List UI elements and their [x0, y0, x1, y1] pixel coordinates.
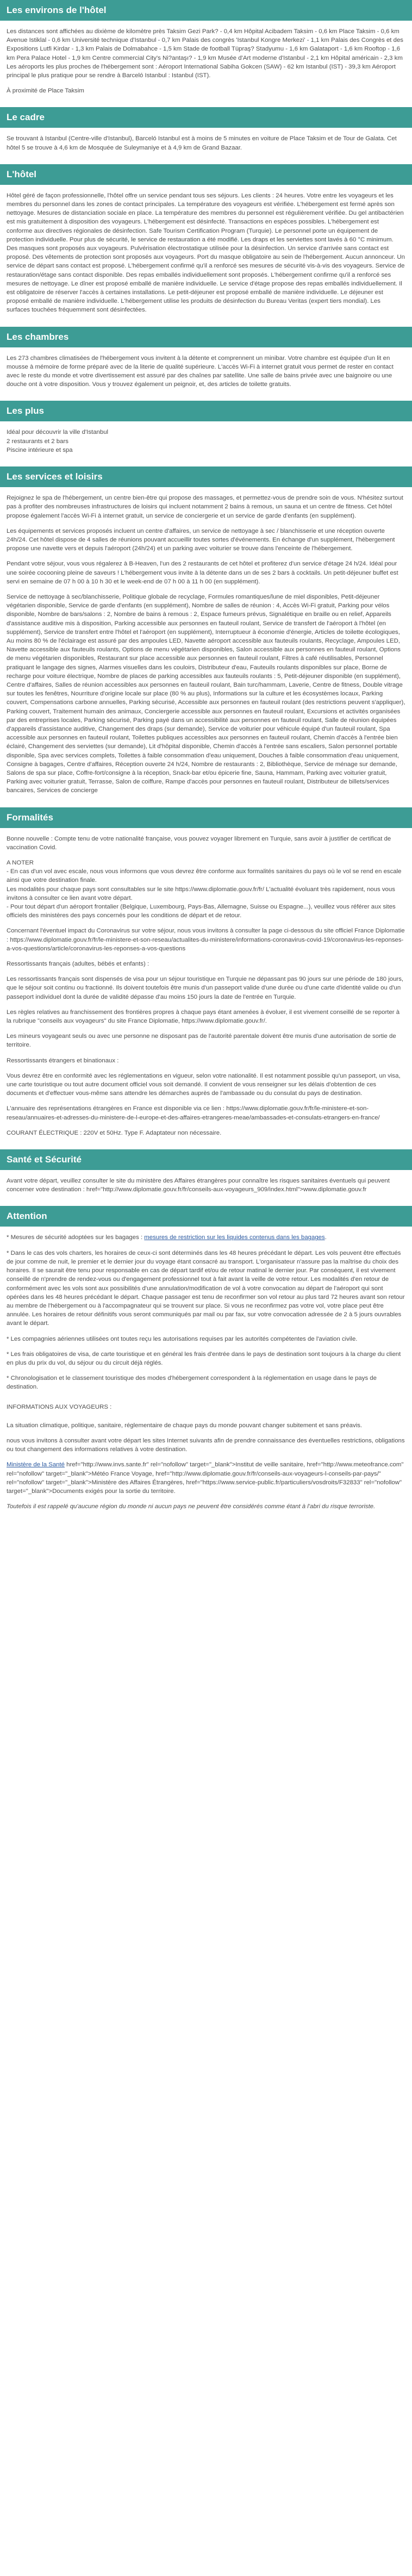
paragraph: Hôtel géré de façon professionnelle, l'hôtel offre un service pendant tous ses séjours. Les clients : 24 heures. Votre entre les voyageurs et les membres du personnel dans les zones de contact principales. La température des voyageurs est vérifiée. L'hébergement est fermé après son nettoyage. Mesures de distanciation sociale en place. La température des membres du personnel est régulièrement vérifiée. Du gel antibactérien est mis gratuitement à disposition des voyageurs. L'hébergement est désinfecté. Transactions en espèces possibles. L'hébergement est conforme aux directives régionales de désinfection. Safe Tourism Certification Program (Turquie). Le personnel porte un équipement de protection individuelle. Pour plus de sécurité, le service de restauration a été modifié. Les draps et les serviettes sont lavés à 60 °C minimum. Des masques sont proposés aux voyageurs. Pulvérisation électrostatique utilisée pour la désinfection. Un service d'arrivée sans contact est proposé. Des vêtements de protection sont proposés aux voyageurs. Port du masque obligatoire au sein de l'hébergement. Aucun annonceur. Un service de départ sans contact est proposé. L'hébergement confirmé qu'il a renforcé ses mesures de sécurité vis-à-vis des voyageurs. Service de restauration/étage sans contact disponible. Des repas emballés individuellement sont proposés. L'hébergement confirme qu'il a renforcé ses mesures de nettoyage. Le dîner est proposé emballé de manière individuelle. Le service d'étage propose des repas emballés individuellement. Il est obligatoire de réserver l'accès à certaines installations. Le petit-déjeuner est proposé emballé de manière individuelle. Le déjeuner est proposé emballé de manière individuelle. L'hébergement utilise les produits de désinfection du Bureau Veritas (expert tiers mondial). Les surfaces touchées fréquemment sont désinfectées. — [7, 192, 405, 314]
links-text: href="http://www.invs.sante.fr" rel="nofollow" target="_blank">Institut de veille sanitaire, href="http://www.meteofrance.com" rel="nofollow" target="_blank">Météo France Voyage, href="http://www.diplomatie.gouv.fr/fr/conseils-aux-voyageurs-l-conseils-par-pays/" rel="nofollow" target="_blank">Ministère des Affaires Étrangères, href="https://www.service-public.fr/particuliers/vosdroits/F32833" rel="nofollow" target="_blank">Documents exigés pour la sortie du territoire. — [7, 1461, 404, 1495]
paragraph: Les distances sont affichées au dixième de kilomètre près Taksim Gezi Park? - 0,4 km Hôpital Acibadem Taksim - 0,6 km Place Taksim - 0,6 km Avenue Istiklal - 0,6 km Université technique d'Istanbul - 0,7 km Palais des congrès 'Istanbul Kongre Merkezi' - 1,1 km Palais des Congrès et des Expositions Lutfi Kirdar - 1,3 km Palais de Dolmabahce - 1,5 km Stade de football Tüpraş? Stadyumu - 1,6 km Galataport - 1,6 km Rooftop - 1,6 km Pera Palace Hotel - 1,9 km Centre commercial City's Ni?antaşı? - 1,9 km Musée d'Art moderne d'Istanbul - 2,1 km Hôpital américain - 2,3 km Les aéroports les plus proches de l'hébergement sont : Aéroport International Sabiha Gokcen (SAW) - 62 km Istanbul (IST) - 39,3 km Aéroport principal le plus pratique pour se rendre à Barceló Istanbul : Istanbul (IST). — [7, 28, 403, 79]
paragraph: Les 273 chambres climatisées de l'hébergement vous invitent à la détente et comprennent un minibar. Votre chambre est équipée d'un lit en mousse à mémoire de forme préparé avec de la literie de qualité supérieure. L'accès Wi-Fi à internet gratuit vous permet de rester en contact avec le reste du monde et votre divertissement est assuré par des chaînes par satellite. Une salle de bains privée avec une baignoire ou une douche ont à votre disposition. Vous y trouvez également un peignoir, et, des articles de toilette gratuits. — [7, 354, 394, 388]
section-services — [0, 466, 412, 795]
section-chambres — [0, 327, 412, 389]
paragraph: La situation climatique, politique, sanitaire, réglementaire de chaque pays du monde pouvant changer subitement et sans préavis. — [7, 1422, 363, 1429]
paragraph: COURANT ÉLECTRIQUE : 220V et 50Hz. Type F. Adaptateur non nécessaire. — [7, 1129, 222, 1136]
bullet-text: . — [324, 1234, 327, 1241]
section-title: Santé et Sécurité — [0, 1149, 412, 1170]
paragraph: Ressortissants étrangers et binationaux : — [7, 1057, 119, 1064]
section-plus — [0, 401, 412, 455]
ministere-sante-link[interactable]: Ministère de la Santé — [7, 1461, 65, 1469]
info-heading: INFORMATIONS AUX VOYAGEURS : — [7, 1403, 112, 1410]
paragraph: Toutefois il est rappelé qu'aucune région du monde ni aucun pays ne peuvent être considérés comme étant à l'abri du risque terroriste. — [7, 1503, 376, 1510]
bullet-item: * Dans le cas des vols charters, les horaires de ceux-ci sont déterminés dans les 48 heures précédant le départ. Les vols peuvent être effectués de jour comme de nuit, le premier et le dernier jour du voyage étant consacré au transport. L'organisateur n'assure pas la maîtrise du choix des horaires. Il se saurait être tenu pour responsable en cas de départ tardif et/ou de retour matinal le dernier jour. Par conséquent, il est vivement conseillé de n'prendre de rendez-vous ou d'engagement professionnel tout à fait avant la veille de votre retour. Les modalités d'en retour de conformément avec les vols sont aux possibilités d'une annulation/modification de vol à votre convocation au départ de l'aéroport qui sont opérées dans les 48 heures précédant le départ. Chaque passager est tenu de reconfirmer son vol retour au plus tard 72 heures avant son retour au membre de l'hébergement ou à l'accompagnateur qui se trouvent sur place. Si vous ne reconfirmez pas votre vol, votre place peut être annulée. Les horaires de retour définitifs vous seront communiqués par mail ou par fax, sur votre convocation adressée de 2 à 5 jours ouvrables avant le départ. — [7, 1249, 405, 1327]
section-hotel — [0, 164, 412, 315]
note-line: Les modalités pour chaque pays sont consultables sur le site https://www.diplomatie.gouv.fr/fr/ L'actualité évoluant très rapidement, nous vous invitons à consulter ce lien avant votre départ. — [7, 886, 395, 901]
section-attention — [0, 1206, 412, 1511]
paragraph: Ressortissants français (adultes, bébés et enfants) : — [7, 961, 149, 968]
amenities-list: Service de nettoyage à sec/blanchisserie, Politique globale de recyclage, Formules romantiques/lune de miel disponibles, Petit-déjeuner végétarien disponible, Service de garde d'enfants (en supplément), Nombre de salles de réunion : 4, Accès Wi-Fi gratuit, Parking pour vélos disponible, Nombre de bars/salons : 2, Nombre de bains à remous : 2, Espace fumeurs prévus, Signalétique en braille ou en relief, Appareils d'assistance auditive mis à disposition, Parking accessible aux personnes en fauteuil roulant, Service de transfert de l'aéroport à l'hôtel (en supplément), Service de transfert entre l'hôtel et l'aéroport (en supplément), Interruptueur à économie d'énergie, Articles de toilette écologiques, Au moins 80 % de l'éclairage est assuré par des ampoules LED, Navette aéroport accessible aux fauteuils roulants, Recyclage, Ampoules LED, Navette accessible aux fauteuils roulants, Options de menu végétarien disponibles, Salon accessible aux personnes en fauteuil roulant, Options de menu végétarien disponibles, Restaurant sur place accessible aux personnes en fauteuil roulant, Filtres à café réutilisables, Personnel pratiquant le langage des signes, Alarmes visuelles dans les couloirs, Distributeur d'eau, Fauteuils roulants disponibles sur place, Borne de recharge pour voiture électrique, Nombre de places de parking accessibles aux fauteuils roulants : 5, Petit-déjeuner disponible (en supplément), Centre d'affaires, Salles de réunion accessibles aux personnes en fauteuil roulant, Bain turc/hammam, Laverie, Centre de fitness, Double vitrage sur toutes les fenêtres, Nourriture d'origine locale sur place (80 % au plus), Informations sur la culture et les écosystèmes locaux, Parking couvert, Compensations carbone annuelles, Parking sécurisé, Accessible aux personnes en fauteuil roulant (des restrictions peuvent s'appliquer), Parking couvert, Traitement humain des animaux, Conciergerie accessible aux personnes en fauteuil roulant, Excursions et activités organisées par des entreprises locales, Parking sécurisé, Parking payé dans un accessibilité aux personnes en fauteuil roulant, Salle de réunion équipées d'appareils d'assistance auditive, Changement des draps (sur demande), Service de voiturier pour véhicule équipé d'un fauteuil roulant, Spa accessible aux personnes en fauteuil roulant, Toilettes publiques accessibles aux personnes en fauteuil roulant, Chemin d'accès à l'entrée bien éclairé, Changement des serviettes (sur demande), Lit d'hôpital disponible, Chemin d'accès à l'entrée sans escaliers, Salon personnel portable disponible, Spa avec services complets, Toilettes à faible consommation d'eau uniquement, Douches à faible consommation d'eau uniquement, Consigne à bagages, Centre d'affaires, Réception ouverte 24 h/24, Nombre de restaurants : 2, Bibliothèque, Service de ménage sur demande, Salons de spa sur place, Coffre-fort/consigne à la réception, Snack-bar et/ou épicerie fine, Sauna, Hammam, Parking avec voiturier gratuit, Parking avec voiturier gratuit, Terrasse, Salon de coiffure, Rampe d'accès pour personnes en fauteuil roulant, Distributeur de billets/services bancaires, Services de concierge — [7, 593, 405, 794]
paragraph: Les règles relatives au franchissement des frontières propres à chaque pays étant amenées à évoluer, il est vivement conseillé de se reporter à la rubrique "conseils aux voyageurs" du site France Diplomatie, https://www.diplomatie.gouv.fr/. — [7, 1009, 400, 1025]
bullet-item: * Les compagnies aériennes utilisées ont toutes reçu les autorisations requises par les autorités compétentes de l'aviation civile. — [7, 1335, 358, 1342]
section-title: Les environs de l'hôtel — [0, 0, 412, 21]
note-line: - Pour tout départ d'un aéroport frontalier (Belgique, Luxembourg, Pays-Bas, Allemagne, Suisse ou Espagne...), veuillez vous référer aux sites officiels des ministères des pays concernés pour les conditions de départ et de retour. — [7, 904, 396, 919]
section-sante — [0, 1149, 412, 1194]
highlight-item: 2 restaurants et 2 bars — [7, 438, 68, 445]
section-title: L'hôtel — [0, 164, 412, 185]
paragraph: Avant votre départ, veuillez consulter le site du ministère des Affaires étrangères pour connaître les risques sanitaires éventuels qui peuvent concerner votre destination : href="http://www.diplomatie.gouv.fr/fr/conseils-aux-voyageurs_909/index.html">www.diplomatie.gouv.fr — [7, 1178, 390, 1193]
paragraph: Se trouvant à Istanbul (Centre-ville d'Istanbul), Barceló Istanbul est à moins de 5 minutes en voiture de Place Taksim et de Tour de Galata. Cet hôtel 5 se trouve à 4,6 km de Mosquée de Suleymaniye et à 4,9 km de Grand Bazaar. — [7, 135, 397, 151]
note-block — [7, 858, 405, 920]
note-heading: A NOTER — [7, 860, 34, 866]
paragraph: Les mineurs voyageant seuls ou avec une personne ne disposant pas de l'autorité parentale doivent être munis d'une autorisation de sortie de territoire. — [7, 1033, 396, 1049]
highlight-item: Piscine intérieure et spa — [7, 446, 73, 453]
bullet-item: * Les frais obligatoires de visa, de carte touristique et en général les frais d'entrée dans le pays de destination sont toujours à la charge du client en plus du prix du vol, du séjour ou du circuit déjà réglés. — [7, 1351, 401, 1366]
bullet-item — [7, 1233, 405, 1242]
paragraph: Concernant l'éventuel impact du Coronavirus sur votre séjour, nous vous invitons à consulter la page ci-dessous du site officiel France Diplomatie : https://www.diplomatie.gouv.fr/fr/le-ministere-et-son-reseau/actualites-du-ministere/informations-coronavirus-covid-19/coronavirus-les-reponses-a-vos-questions/article/coronavirus-les-reponses-a-vos-questions — [7, 928, 405, 952]
note-line: - En cas d'un vol avec escale, nous vous informons que vous devrez être conforme aux formalités sanitaires du pays où le vol se rend en escale ainsi que votre destination finale. — [7, 868, 402, 884]
section-title: Les plus — [0, 401, 412, 421]
section-title: Formalités — [0, 807, 412, 828]
liquids-restriction-link[interactable]: mesures de restriction sur les liquides contenus dans les bagages — [144, 1234, 325, 1241]
section-title: Les services et loisirs — [0, 466, 412, 487]
section-title: Attention — [0, 1206, 412, 1227]
section-formalites — [0, 807, 412, 1137]
paragraph: L'annuaire des représentations étrangères en France est disponible via ce lien : https://www.diplomatie.gouv.fr/fr/le-ministere-et-son-reseau/annuaires-et-adresses-du-ministere-de-l-europe-et-des-affaires-etrangeres-meae/ambassades-et-consulats-etrangers-en-france/ — [7, 1105, 380, 1121]
section-title: Les chambres — [0, 327, 412, 347]
paragraph: Pendant votre séjour, vous vous régalerez à B-Heaven, l'un des 2 restaurants de cet hôtel et profiterez d'un service d'étage 24 h/24. Idéal pour une soirée cocooning pleine de saveurs ! L'hébergement vous invite à la détente dans un de ses 2 bars à cocktails. Un petit-déjeuner buffet est servi en semaine de 07 h 00 à 10 h 30 et le week-end de 07 h 00 à 11 h 00 (en supplément). — [7, 561, 398, 585]
paragraph: Bonne nouvelle : Compte tenu de votre nationalité française, vous pouvez voyager librement en Turquie, sans avoir à justifier de certificat de vaccination Covid. — [7, 835, 391, 851]
paragraph: Rejoignez le spa de l'hébergement, un centre bien-être qui propose des massages, et permettez-vous de prendre soin de vous. N'hésitez surtout pas à profiter des nombreuses infrastructures de loisirs qui incluent notamment 2 bains à remous, un sauna et un centre de fitness. Cet hôtel propose également l'accès Wi-Fi à internet gratuit, un service de conciergerie et un service de garde d'enfants (en supplément). — [7, 495, 403, 519]
section-cadre — [0, 107, 412, 152]
section-title: Le cadre — [0, 107, 412, 128]
paragraph: À proximité de Place Taksim — [7, 88, 84, 95]
paragraph: Vous devrez être en conformité avec les réglementations en vigueur, selon votre nationalité. Il est notamment possible qu'un passeport, un visa, une carte touristique ou tout autre document officiel vous soit demandé. Il convient de vous renseigner sur les délais d'obtention de ces documents et d'effectuer vous-même sans attendre les démarches auprès de l'ambassade ou du consulat du pays de destination. — [7, 1072, 401, 1097]
paragraph: Les ressortissants français sont dispensés de visa pour un séjour touristique en Turquie ne dépassant pas 90 jours sur une période de 180 jours, que le séjour soit continu ou fractionné. Ils doivent toutefois être munis d'un passeport valide d'une durée ou d'une carte d'identité valide ou d'un passeport individuel dont la durée de validité dépasse d'au moins 150 jours la date de l'entrée en Turquie. — [7, 976, 404, 1000]
links-paragraph — [7, 1460, 405, 1496]
bullet-text: * Mesures de sécurité adoptées sur les bagages : — [7, 1234, 145, 1241]
paragraph: Les équipements et services proposés incluent un centre d'affaires, un service de nettoyage à sec / blanchisserie et une réception ouverte 24h/24. Cet hôtel dispose de 4 salles de réunions pouvant accueillir toutes sortes d'événements. En échange d'un supplément, l'hébergement propose une navette vers et depuis l'aéroport (24h/24) et un parking avec voiturier se trouve dans l'enceinte de l'hébergement. — [7, 527, 395, 552]
section-environs — [0, 0, 412, 95]
paragraph: nous vous invitons à consulter avant votre départ les sites Internet suivants afin de prendre connaissance des éventuelles restrictions, obligations ou tout changement des informations relatives à votre destination. — [7, 1437, 405, 1453]
highlight-item: Idéal pour découvrir la ville d'Istanbul — [7, 429, 109, 436]
bullet-item: * Chronologisation et le classement touristique des modes d'hébergement correspondent à la réglementation en usage dans le pays de destination. — [7, 1375, 377, 1391]
